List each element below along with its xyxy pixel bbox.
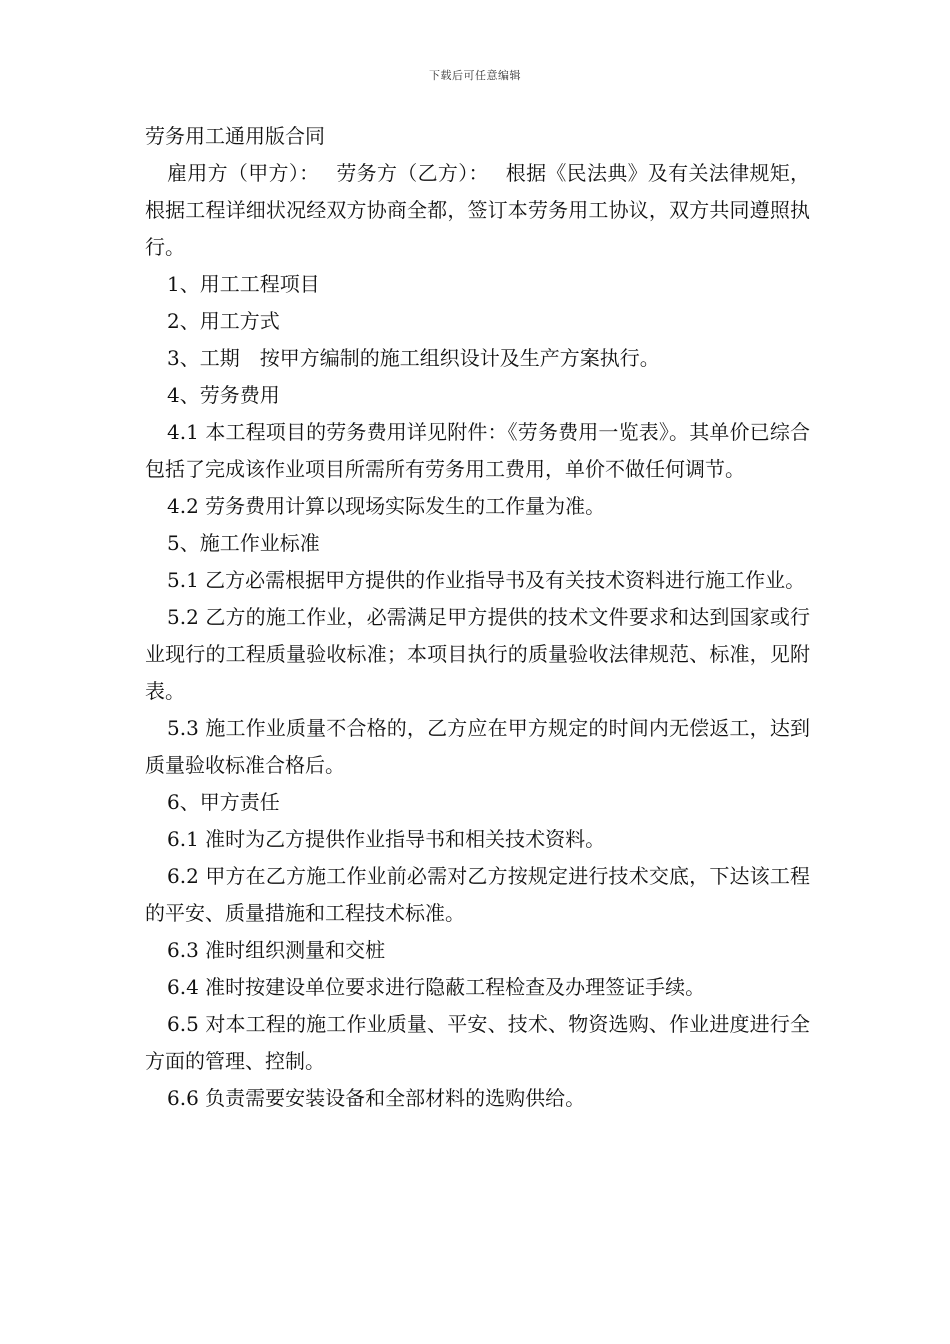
paragraph-clause-3: 3、工期 按甲方编制的施工组织设计及生产方案执行。 (167, 346, 660, 370)
paragraph-clause-6-4: 6.4 准时按建设单位要求进行隐蔽工程检查及办理签证手续。 (167, 975, 706, 999)
document-body (145, 118, 810, 1117)
paragraph-clause-2: 2、用工方式 (167, 309, 280, 333)
paragraph-clause-5: 5、施工作业标准 (167, 531, 320, 555)
paragraph-clause-6-2: 6.2 甲方在乙方施工作业前必需对乙方按规定进行技术交底，下达该工程的平安、质量措施和工程技术标准。 (145, 864, 810, 925)
paragraph-clause-5-3: 5.3 施工作业质量不合格的，乙方应在甲方规定的时间内无偿返工，达到质量验收标准合格后。 (145, 716, 810, 777)
paragraph-clause-5-2: 5.2 乙方的施工作业，必需满足甲方提供的技术文件要求和达到国家或行业现行的工程质量验收标准；本项目执行的质量验收法律规范、标准，见附表。 (145, 605, 810, 703)
paragraph-clause-6-1: 6.1 准时为乙方提供作业指导书和相关技术资料。 (167, 827, 606, 851)
paragraph-clause-5-1: 5.1 乙方必需根据甲方提供的作业指导书及有关技术资料进行施工作业。 (167, 568, 806, 592)
header-note: 下载后可任意编辑 (429, 69, 521, 82)
paragraph-clause-1: 1、用工工程项目 (167, 272, 320, 296)
paragraph-clause-6: 6、甲方责任 (167, 790, 280, 814)
paragraph-parties: 雇用方（甲方）： 劳务方（乙方）： 根据《民法典》及有关法律规矩，根据工程详细状况经双方协商全都，签订本劳务用工协议，双方共同遵照执行。 (145, 161, 810, 259)
document-title: 劳务用工通用版合同 (145, 124, 325, 148)
paragraph-clause-4: 4、劳务费用 (167, 383, 280, 407)
paragraph-clause-6-3: 6.3 准时组织测量和交桩 (167, 938, 386, 962)
paragraph-clause-6-5: 6.5 对本工程的施工作业质量、平安、技术、物资选购、作业进度进行全方面的管理、控制。 (145, 1012, 810, 1073)
paragraph-clause-6-6: 6.6 负责需要安装设备和全部材料的选购供给。 (167, 1086, 586, 1110)
paragraph-clause-4-1: 4.1 本工程项目的劳务费用详见附件：《劳务费用一览表》。其单价已综合包括了完成该作业项目所需所有劳务用工费用，单价不做任何调节。 (145, 420, 810, 481)
paragraph-clause-4-2: 4.2 劳务费用计算以现场实际发生的工作量为准。 (167, 494, 606, 518)
